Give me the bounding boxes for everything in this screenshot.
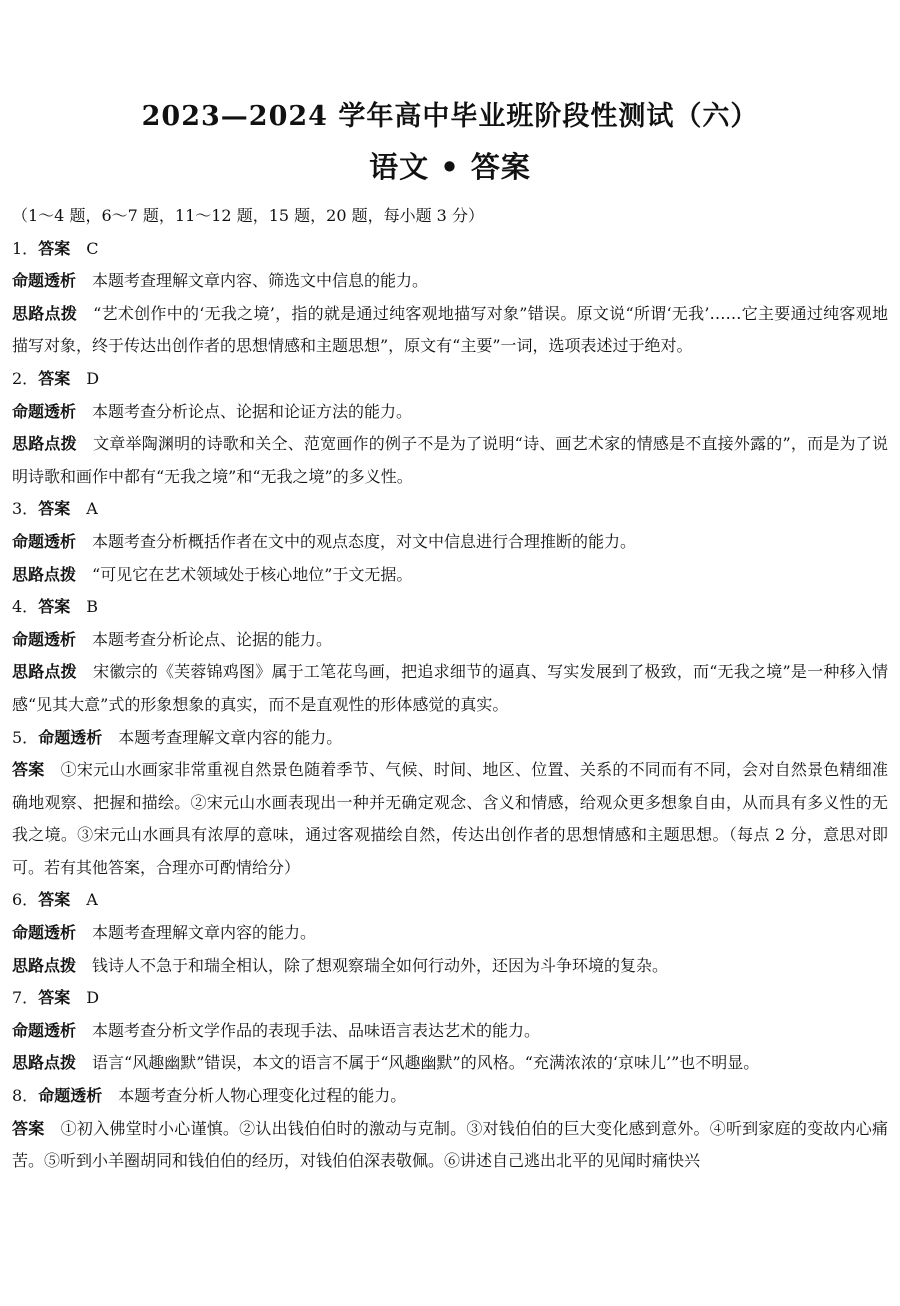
item-text: 宋徽宗的《芙蓉锦鸡图》属于工笔花鸟画，把追求细节的逼真、写实发展到了极致，而“无我之境”是一种移入情感“见其大意”式的形象想象的真实，而不是直观性的形体感觉的真实。 [12, 662, 888, 714]
item-label: 答案 [38, 368, 71, 388]
analysis-item-1 [12, 265, 888, 298]
item-label: 命题透析 [12, 271, 77, 291]
answer-content [12, 200, 888, 1178]
answer-item-5 [12, 754, 888, 884]
analysis-item-7 [12, 1015, 888, 1048]
item-label: 命题透析 [12, 401, 77, 421]
item-label: 命题透析 [38, 727, 103, 747]
item-text: “艺术创作中的‘无我之境’，指的就是通过纯客观地描写对象”错误。原文说“所谓‘无我’……它主要通过纯客观地描写对象，终于传达出创作者的思想情感和主题思想”，原文有“主要”一词，选项表述过于绝对。 [12, 303, 888, 356]
item-label: 答案 [12, 1118, 45, 1138]
item-label: 答案 [12, 760, 45, 780]
question-number: 8． [12, 1086, 39, 1106]
hint-item-1 [12, 298, 888, 363]
item-text: C [86, 238, 99, 258]
item-text: D [86, 988, 100, 1008]
item-label: 答案 [38, 988, 71, 1008]
item-label: 答案 [38, 890, 71, 910]
document-title: 2023—2024 学年高中毕业班阶段性测试（六） [141, 101, 759, 132]
item-label: 命题透析 [12, 629, 77, 649]
answer-item-8 [12, 1113, 888, 1178]
answer-item-6 [12, 884, 888, 917]
hint-item-4 [12, 656, 888, 721]
question-number: 7． [12, 988, 39, 1008]
item-label: 思路点拨 [12, 564, 77, 584]
question-number: 6． [12, 890, 39, 910]
question-number: 3． [12, 499, 39, 519]
answer-item-3 [12, 493, 888, 526]
item-text: 本题考查理解文章内容的能力。 [118, 727, 343, 747]
item-text: 文章举陶渊明的诗歌和关仝、范宽画作的例子不是为了说明“诗、画艺术家的情感是不直接外露的”，而是为了说明诗歌和画作中都有“无我之境”和“无我之境”的多义性。 [12, 434, 888, 486]
hint-item-3 [12, 559, 888, 592]
item-label: 命题透析 [38, 1086, 103, 1106]
item-text: “可见它在艺术领域处于核心地位”于文无据。 [92, 564, 413, 584]
item-label: 命题透析 [12, 531, 77, 551]
item-text: B [86, 597, 98, 617]
item-label: 命题透析 [12, 923, 77, 943]
item-text: ①宋元山水画家非常重视自然景色随着季节、气候、时间、地区、位置、关系的不同而有不同，会对自然景色精细准确地观察、把握和描绘。②宋元山水画表现出一种并无确定观念、含义和情感，给观众更多想象自由，从而具有多义性的无我之境。③宋元山水画具有浓厚的意味，通过客观描绘自然，传达出创作者的思想情感和主题思想。（每点 2 分，意思对即可。若有其他答案，合理亦可酌情给分） [12, 760, 888, 877]
item-text: ①初入佛堂时小心谨慎。②认出钱伯伯时的激动与克制。③对钱伯伯的巨大变化感到意外。④听到家庭的变故内心痛苦。⑤听到小羊圈胡同和钱伯伯的经历，对钱伯伯深表敬佩。⑥讲述自己逃出北平的见闻时痛快兴 [12, 1118, 888, 1171]
item-label: 思路点拨 [12, 1053, 77, 1073]
hint-item-7 [12, 1047, 888, 1080]
analysis-item-6 [12, 917, 888, 950]
question-number: 4． [12, 597, 39, 617]
item-text: A [86, 890, 98, 910]
item-label: 思路点拨 [12, 955, 77, 975]
question-number: 2． [12, 368, 39, 388]
item-text: 本题考查分析概括作者在文中的观点态度，对文中信息进行合理推断的能力。 [92, 531, 637, 551]
item-label: 思路点拨 [12, 303, 78, 323]
item-label: 思路点拨 [12, 662, 77, 682]
question-number: 1． [12, 238, 39, 258]
item-text: 本题考查理解文章内容的能力。 [92, 923, 317, 943]
item-text: 本题考查分析文学作品的表现手法、品味语言表达艺术的能力。 [92, 1020, 541, 1040]
item-text: 钱诗人不急于和瑞全相认，除了想观察瑞全如何行动外，还因为斗争环境的复杂。 [92, 955, 669, 975]
answer-item-1 [12, 233, 888, 266]
item-label: 答案 [38, 597, 71, 617]
scoring-note: （1～4 题，6～7 题，11～12 题，15 题，20 题，每小题 3 分） [12, 206, 484, 225]
analysis-item-8 [12, 1080, 888, 1113]
question-number: 5． [12, 727, 39, 747]
item-label: 命题透析 [12, 1020, 77, 1040]
item-label: 答案 [38, 499, 71, 519]
item-text: 语言“风趣幽默”错误，本文的语言不属于“风趣幽默”的风格。“充满浓浓的‘京味儿’”也不明显。 [92, 1053, 760, 1073]
answer-item-4 [12, 591, 888, 624]
analysis-item-3 [12, 526, 888, 559]
item-text: 本题考查分析论点、论据的能力。 [92, 629, 333, 649]
hint-item-2 [12, 428, 888, 493]
answer-item-2 [12, 363, 888, 396]
analysis-item-4 [12, 624, 888, 657]
answer-item-7 [12, 982, 888, 1015]
item-label: 思路点拨 [12, 434, 77, 454]
item-text: 本题考查分析人物心理变化过程的能力。 [118, 1086, 407, 1106]
item-text: A [86, 499, 98, 519]
analysis-item-5 [12, 722, 888, 755]
analysis-item-2 [12, 396, 888, 429]
item-text: 本题考查理解文章内容、筛选文中信息的能力。 [92, 271, 429, 291]
document-subtitle: 语文 • 答案 [369, 150, 531, 184]
item-text: 本题考查分析论点、论据和论证方法的能力。 [92, 401, 413, 421]
item-text: D [86, 368, 100, 388]
hint-item-6 [12, 950, 888, 983]
item-label: 答案 [38, 238, 71, 258]
